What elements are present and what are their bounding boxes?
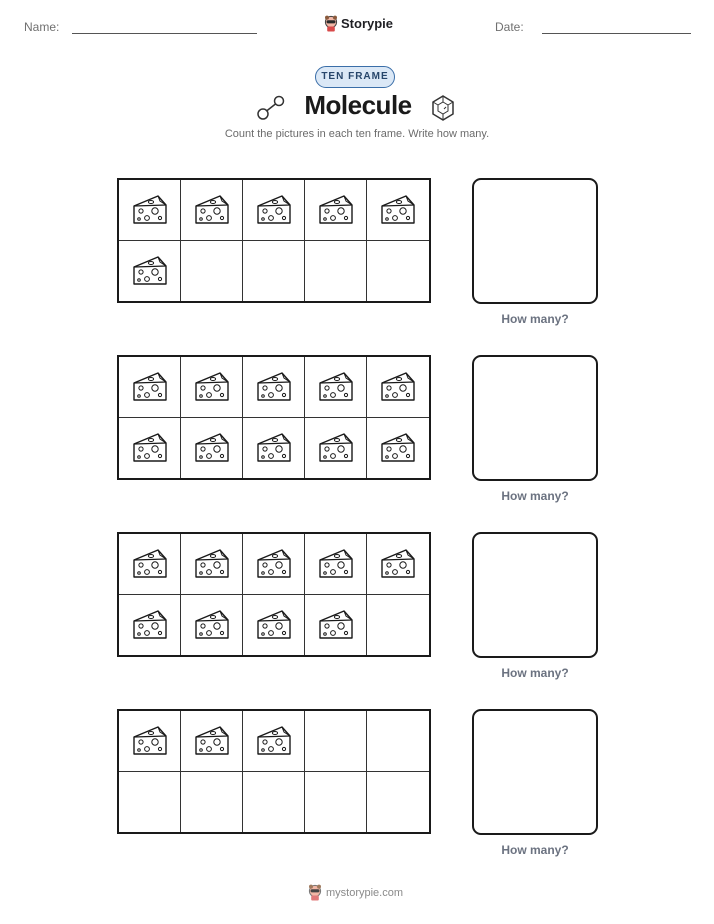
storypie-mascot-icon [308, 884, 322, 901]
cheese-icon [379, 431, 417, 465]
frame-cell [181, 418, 243, 479]
date-label: Date: [495, 20, 524, 34]
cheese-icon [379, 547, 417, 581]
how-many-label: How many? [501, 666, 569, 680]
frame-cell [243, 534, 305, 595]
frame-cell [305, 241, 367, 302]
ten-frame-2 [117, 355, 431, 480]
name-field[interactable] [72, 33, 257, 34]
frame-cell [119, 772, 181, 833]
frame-cell [367, 241, 429, 302]
ten-frame-3 [117, 532, 431, 657]
cheese-icon [379, 370, 417, 404]
frame-cell [181, 772, 243, 833]
name-label: Name: [24, 20, 60, 34]
date-field[interactable] [542, 33, 691, 34]
frame-cell [243, 711, 305, 772]
cheese-icon [255, 724, 293, 758]
cheese-icon [131, 193, 169, 227]
molecule-icon [256, 95, 286, 121]
frame-cell [243, 357, 305, 418]
website-link[interactable]: mystorypie.com [326, 886, 404, 899]
frame-cell [119, 534, 181, 595]
cheese-icon [255, 431, 293, 465]
frame-cell [305, 772, 367, 833]
cheese-icon [193, 431, 231, 465]
frame-cell [305, 180, 367, 241]
cheese-icon [193, 370, 231, 404]
frame-cell [305, 534, 367, 595]
gem-icon [429, 94, 457, 122]
frame-cell [367, 595, 429, 656]
cheese-icon [255, 370, 293, 404]
cheese-icon [317, 431, 355, 465]
how-many-label: How many? [501, 312, 569, 326]
how-many-label: How many? [501, 843, 569, 857]
frame-cell [367, 711, 429, 772]
cheese-icon [131, 724, 169, 758]
worksheet-title: Molecule [304, 90, 412, 120]
frame-cell [119, 180, 181, 241]
footer [308, 884, 403, 901]
answer-box-1[interactable] [472, 178, 598, 304]
answer-box-2[interactable] [472, 355, 598, 481]
frame-cell [305, 595, 367, 656]
cheese-icon [255, 547, 293, 581]
frame-cell [181, 241, 243, 302]
cheese-icon [193, 724, 231, 758]
frame-cell [119, 595, 181, 656]
frame-cell [243, 418, 305, 479]
frame-cell [119, 241, 181, 302]
frame-cell [243, 772, 305, 833]
cheese-icon [317, 193, 355, 227]
frame-cell [305, 418, 367, 479]
answer-box-3[interactable] [472, 532, 598, 658]
frame-cell [367, 772, 429, 833]
cheese-icon [193, 193, 231, 227]
how-many-label: How many? [501, 489, 569, 503]
brand-logo [324, 13, 393, 33]
cheese-icon [131, 608, 169, 642]
frame-cell [367, 357, 429, 418]
frame-cell [305, 711, 367, 772]
frame-cell [181, 595, 243, 656]
cheese-icon [193, 608, 231, 642]
frame-cell [181, 180, 243, 241]
frame-cell [367, 180, 429, 241]
cheese-icon [131, 547, 169, 581]
frame-cell [367, 534, 429, 595]
frame-cell [243, 595, 305, 656]
storypie-mascot-icon [324, 15, 338, 32]
frame-cell [119, 711, 181, 772]
cheese-icon [131, 370, 169, 404]
cheese-icon [131, 431, 169, 465]
cheese-icon [379, 193, 417, 227]
cheese-icon [255, 193, 293, 227]
cheese-icon [317, 608, 355, 642]
frame-cell [367, 418, 429, 479]
frame-cell [243, 180, 305, 241]
frame-cell [243, 241, 305, 302]
frame-cell [181, 357, 243, 418]
frame-cell [181, 534, 243, 595]
cheese-icon [317, 370, 355, 404]
cheese-icon [193, 547, 231, 581]
frame-cell [119, 357, 181, 418]
cheese-icon [131, 254, 169, 288]
category-badge: TEN FRAME [315, 66, 395, 88]
frame-cell [119, 418, 181, 479]
answer-box-4[interactable] [472, 709, 598, 835]
instructions: Count the pictures in each ten frame. Write how many. [224, 128, 490, 140]
frame-cell [305, 357, 367, 418]
ten-frame-1 [117, 178, 431, 303]
cheese-icon [317, 547, 355, 581]
cheese-icon [255, 608, 293, 642]
ten-frame-4 [117, 709, 431, 834]
frame-cell [181, 711, 243, 772]
brand-name: Storypie [341, 15, 394, 31]
